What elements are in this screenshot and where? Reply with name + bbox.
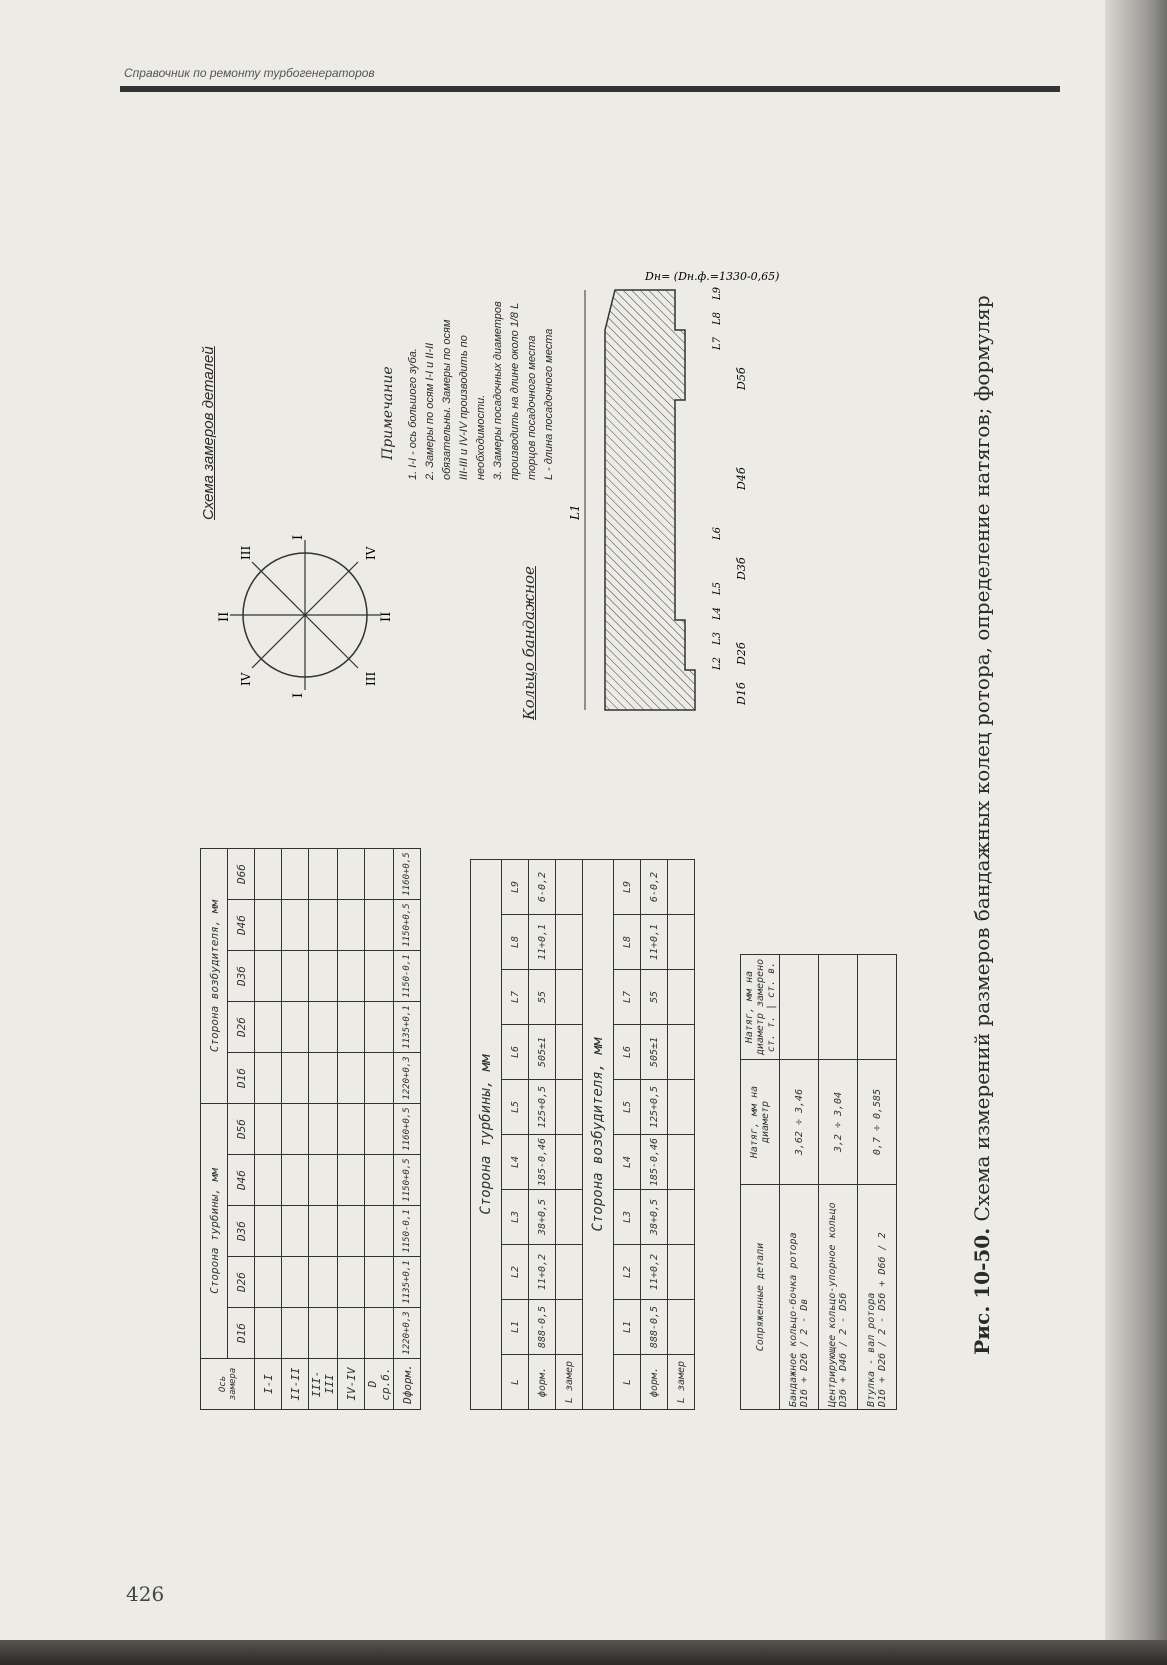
- part-cell: [780, 1185, 819, 1410]
- table-row: [556, 860, 583, 1410]
- col-header: L4: [614, 1135, 641, 1190]
- row-label: II-II: [282, 1359, 309, 1410]
- page-gutter-shadow: [1105, 0, 1167, 1665]
- note-line: 1. I-I - ось большого зуба.: [407, 348, 419, 480]
- note-line: L - длина посадочного места: [543, 328, 555, 480]
- form-value: 55: [641, 970, 668, 1025]
- table-row: [471, 860, 502, 1410]
- col-header: L1: [614, 1300, 641, 1355]
- col-header: L2: [614, 1245, 641, 1300]
- row-label: III-III: [309, 1359, 338, 1410]
- value-cell: 0,7 ÷ 0,585: [858, 1060, 897, 1185]
- scan-bottom-edge: [0, 1640, 1167, 1665]
- col-header: L3: [614, 1190, 641, 1245]
- row-label: L замер: [668, 1355, 695, 1410]
- col-header: Сопряженные детали: [741, 1185, 780, 1410]
- table-row: [780, 955, 819, 1410]
- note-line: 3. Замеры посадочных диаметров: [492, 301, 504, 480]
- page-number: 426: [126, 1582, 165, 1606]
- diameters-table: [200, 848, 421, 1410]
- col-subheaders: ст. т. | ст. в.: [765, 961, 777, 1053]
- form-value: 125+0,5: [641, 1080, 668, 1135]
- table-row: [583, 860, 614, 1410]
- table-row: [338, 849, 365, 1410]
- note-line: производить на длине около 1/8 L: [509, 302, 521, 480]
- table-row: [741, 955, 780, 1410]
- col-header: L: [502, 1355, 529, 1410]
- part-formula: D1б + D2б / 2 - Dв: [799, 1298, 810, 1407]
- turbine-header: Сторона турбины, мм: [201, 1104, 228, 1359]
- header-rule: [120, 86, 1060, 92]
- col-header: D2б: [228, 1257, 255, 1308]
- rotated-figure: [180, 230, 1030, 1420]
- form-value: 1160+0,5: [394, 1104, 421, 1155]
- lengths-table: [470, 859, 695, 1410]
- measurement-scheme: [217, 530, 394, 700]
- col-header: L8: [614, 915, 641, 970]
- row-label: D ср.б.: [365, 1359, 394, 1410]
- form-value: 6-0,2: [529, 860, 556, 915]
- row-label: форм.: [641, 1355, 668, 1410]
- form-value: 1135+0,1: [394, 1002, 421, 1053]
- ring-section-drawing: [545, 260, 825, 730]
- part-cell: [819, 1185, 858, 1410]
- caption-text: Схема измерений размеров бандажных колец ротора, определение натягов; формуляр: [970, 295, 994, 1228]
- corner-cell: Ось замера: [201, 1359, 255, 1410]
- exciter-header: Сторона возбудителя, мм: [201, 849, 228, 1104]
- note-line: III-III и IV-IV производить по: [458, 335, 470, 480]
- ring-profile: [605, 290, 695, 710]
- axis-label: II: [379, 611, 394, 622]
- table-row: [255, 849, 282, 1410]
- turbine-title: Сторона турбины, мм: [471, 860, 502, 1410]
- form-value: 1160+0,5: [394, 849, 421, 900]
- part-cell: [858, 1185, 897, 1410]
- form-value: 505±1: [529, 1025, 556, 1080]
- dim-label: L7: [712, 336, 723, 350]
- col-header: L9: [502, 860, 529, 915]
- axis-label: III: [239, 545, 253, 560]
- table-row: [614, 860, 641, 1410]
- row-label: L замер: [556, 1355, 583, 1410]
- figure-caption: [970, 230, 994, 1420]
- col-header: L4: [502, 1135, 529, 1190]
- interference-table: [740, 954, 897, 1410]
- form-value: 1220+0,3: [394, 1053, 421, 1104]
- col-header: D4б: [228, 900, 255, 951]
- col-header: D1б: [228, 1053, 255, 1104]
- dim-label: Dн= (Dн.ф.=1330-0,65): [645, 270, 780, 283]
- col-header: D6б: [228, 849, 255, 900]
- col-header: L6: [502, 1025, 529, 1080]
- col-header: L6: [614, 1025, 641, 1080]
- col-header: D1б: [228, 1308, 255, 1359]
- dim-label: L6: [712, 526, 723, 540]
- table-row: [858, 955, 897, 1410]
- col-header: L7: [502, 970, 529, 1025]
- form-value: 11+0,1: [641, 915, 668, 970]
- form-value: 1150+0,5: [394, 900, 421, 951]
- row-label: IV-IV: [338, 1359, 365, 1410]
- axis-label: IV: [239, 672, 253, 686]
- note-line: 2. Замеры по осям I-I и II-II: [424, 342, 436, 480]
- table-row: [668, 860, 695, 1410]
- row-label: I-I: [255, 1359, 282, 1410]
- table-row: [365, 849, 394, 1410]
- value-cell: 3,62 ÷ 3,46: [780, 1060, 819, 1185]
- form-value: 888-0,5: [529, 1300, 556, 1355]
- dim-label: D2б: [735, 642, 748, 665]
- col-header: D2б: [228, 1002, 255, 1053]
- col-header: D3б: [228, 1206, 255, 1257]
- part-name: Втулка - вал ротора: [866, 1292, 877, 1407]
- dim-label: D1б: [735, 682, 748, 705]
- col-header: L8: [502, 915, 529, 970]
- form-value: 1150-0,1: [394, 951, 421, 1002]
- value-cell: 3,2 ÷ 3,04: [819, 1060, 858, 1185]
- running-header: Справочник по ремонту турбогенераторов: [124, 66, 375, 80]
- dim-label: D4б: [735, 467, 748, 490]
- part-formula: D3б + D4б / 2 - D5б: [838, 1292, 849, 1407]
- col-header-text: Натяг, мм на диаметр замерено: [743, 958, 766, 1056]
- table-row: [502, 860, 529, 1410]
- form-value: 11+0,2: [641, 1245, 668, 1300]
- caption-label: Рис. 10-50.: [970, 1227, 994, 1355]
- table-row: [819, 955, 858, 1410]
- col-header: D4б: [228, 1155, 255, 1206]
- dim-label: L2: [712, 656, 723, 670]
- table-row: [228, 849, 255, 1410]
- dim-label: D5б: [735, 367, 748, 390]
- sub-header: ст. т.: [765, 1016, 777, 1053]
- dim-label: L5: [712, 581, 723, 595]
- part-formula: D1б + D2б / 2 - D5б + D6б / 2: [877, 1232, 888, 1407]
- axis-label: I: [291, 534, 306, 540]
- form-value: 1135+0,1: [394, 1257, 421, 1308]
- scheme-title: Схема замеров деталей: [200, 346, 217, 520]
- form-value: 38+0,5: [529, 1190, 556, 1245]
- form-value: 888-0,5: [641, 1300, 668, 1355]
- form-value: 185-0,46: [529, 1135, 556, 1190]
- notes-title: Примечание: [380, 366, 396, 460]
- note-line: обязательны. Замеры по осям: [441, 319, 453, 480]
- exciter-title: Сторона возбудителя, мм: [583, 860, 614, 1410]
- col-header: L7: [614, 970, 641, 1025]
- axis-label: II: [217, 611, 232, 622]
- sub-header: ст. в.: [765, 961, 777, 998]
- col-header: [741, 955, 780, 1060]
- form-value: 1220+0,3: [394, 1308, 421, 1359]
- col-header: L9: [614, 860, 641, 915]
- col-header: Натяг, мм на диаметр: [741, 1060, 780, 1185]
- dim-label: L1: [568, 504, 582, 520]
- col-header: L1: [502, 1300, 529, 1355]
- col-header: D3б: [228, 951, 255, 1002]
- table-row: [309, 849, 338, 1410]
- form-value: 11+0,2: [529, 1245, 556, 1300]
- form-value: 6-0,2: [641, 860, 668, 915]
- part-name: Центрирующее кольцо-упорное кольцо: [827, 1202, 838, 1407]
- axis-label: I: [291, 692, 306, 698]
- col-header: D5б: [228, 1104, 255, 1155]
- form-value: 11+0,1: [529, 915, 556, 970]
- form-value: 1150-0,1: [394, 1206, 421, 1257]
- axis-label: III: [364, 671, 378, 686]
- col-header: L2: [502, 1245, 529, 1300]
- form-value: 505±1: [641, 1025, 668, 1080]
- col-header: L3: [502, 1190, 529, 1245]
- col-header: L5: [502, 1080, 529, 1135]
- table-row: [529, 860, 556, 1410]
- table-row: [282, 849, 309, 1410]
- dim-label: L9: [712, 286, 723, 300]
- form-value: 38+0,5: [641, 1190, 668, 1245]
- axis-label: IV: [364, 546, 378, 560]
- col-header: L5: [614, 1080, 641, 1135]
- ring-title: Кольцо бандажное: [520, 566, 538, 720]
- form-value: 1150+0,5: [394, 1155, 421, 1206]
- row-label: Dформ.: [394, 1359, 421, 1410]
- table-row: [394, 849, 421, 1410]
- dim-label: L8: [712, 311, 723, 325]
- form-value: 125+0,5: [529, 1080, 556, 1135]
- dim-label: L4: [712, 606, 723, 620]
- dim-label: D3б: [735, 557, 748, 580]
- table-row: [641, 860, 668, 1410]
- part-name: Бандажное кольцо-бочка ротора: [788, 1232, 799, 1407]
- form-value: 185-0,46: [641, 1135, 668, 1190]
- table-row: [201, 849, 228, 1410]
- notes-list: [405, 240, 558, 480]
- dim-label: L3: [712, 631, 723, 645]
- form-value: 55: [529, 970, 556, 1025]
- row-label: форм.: [529, 1355, 556, 1410]
- note-line: торцов посадочного места: [526, 335, 538, 480]
- col-header: L: [614, 1355, 641, 1410]
- note-line: необходимости.: [475, 394, 487, 480]
